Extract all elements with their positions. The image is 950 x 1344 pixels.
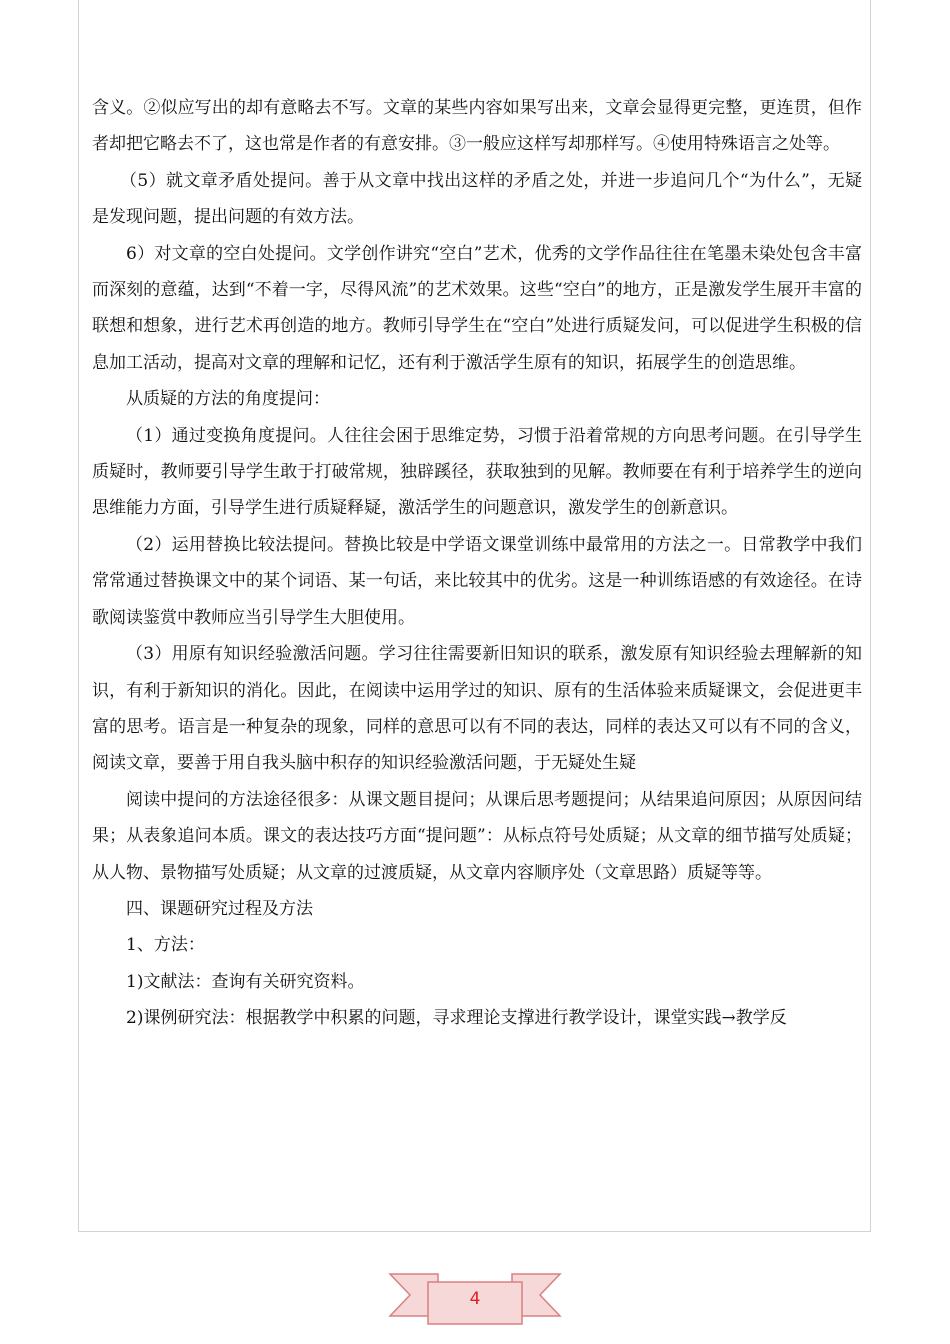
paragraph-5: （1）通过变换角度提问。人往往会困于思维定势，习惯于沿着常规的方向思考问题。在引导学生质疑时，教师要引导学生敢于打破常规，独辟蹊径，获取独到的见解。教师要在有利于培养学生的逆向思维能力方面，引导学生进行质疑释疑，激活学生的问题意识，激发学生的创新意识。 xyxy=(92,425,862,519)
subsection-heading: 1、方法： xyxy=(126,935,205,956)
paragraph-6: （2）运用替换比较法提问。替换比较是中学语文课堂训练中最常用的方法之一。日常教学中我们常常通过替换课文中的某个词语、某一句话，来比较其中的优劣。这是一种训练语感的有效途径。在诗歌阅读鉴赏中教师应当引导学生大胆使用。 xyxy=(92,534,862,628)
document-body xyxy=(92,90,862,1037)
page-number-ribbon xyxy=(388,1264,562,1330)
paragraph-7: （3）用原有知识经验激活问题。学习往往需要新旧知识的联系，激发原有知识经验去理解新的知识，有利于新知识的消化。因此，在阅读中运用学过的知识、原有的生活体验来质疑课文，会促进更丰富的思考。语言是一种复杂的现象，同样的意思可以有不同的表达，同样的表达又可以有不同的含义，阅读文章，要善于用自我头脑中积存的知识经验激活问题，于无疑处生疑 xyxy=(92,644,862,774)
paragraph-4: 从质疑的方法的角度提问： xyxy=(126,389,330,410)
paragraph-8: 阅读中提问的方法途径很多：从课文题目提问；从课后思考题提问；从结果追问原因；从原因问结果；从表象追问本质。课文的表达技巧方面“提问题”：从标点符号处质疑；从文章的细节描写处质疑；从人物、景物描写处质疑；从文章的过渡质疑，从文章内容顺序处（文章思路）质疑等等。 xyxy=(92,789,862,883)
page-number: 4 xyxy=(469,1289,481,1309)
section-heading: 四、课题研究过程及方法 xyxy=(126,898,313,919)
method-item-2: 2)课例研究法：根据教学中积累的问题，寻求理论支撑进行教学设计，课堂实践→教学反 xyxy=(126,1008,787,1029)
paragraph-2: （5）就文章矛盾处提问。善于从文章中找出这样的矛盾之处，并进一步追问几个“为什么”，无疑是发现问题，提出问题的有效方法。 xyxy=(92,170,862,228)
method-item-1: 1)文献法：查询有关研究资料。 xyxy=(126,971,365,992)
paragraph-1: 含义。②似应写出的却有意略去不写。文章的某些内容如果写出来，文章会显得更完整，更连贯，但作者却把它略去不了，这也常是作者的有意安排。③一般应这样写却那样写。④使用特殊语言之处等。 xyxy=(92,98,862,155)
paragraph-3: 6）对文章的空白处提问。文学创作讲究“空白”艺术，优秀的文学作品往往在笔墨未染处包含丰富而深刻的意蕴，达到“不着一字，尽得风流”的艺术效果。这些“空白”的地方，正是激发学生展开丰富的联想和想象，进行艺术再创造的地方。教师引导学生在“空白”处进行质疑发问，可以促进学生积极的信息加工活动，提高对文章的理解和记忆，还有利于激活学生原有的知识，拓展学生的创造思维。 xyxy=(92,243,862,373)
